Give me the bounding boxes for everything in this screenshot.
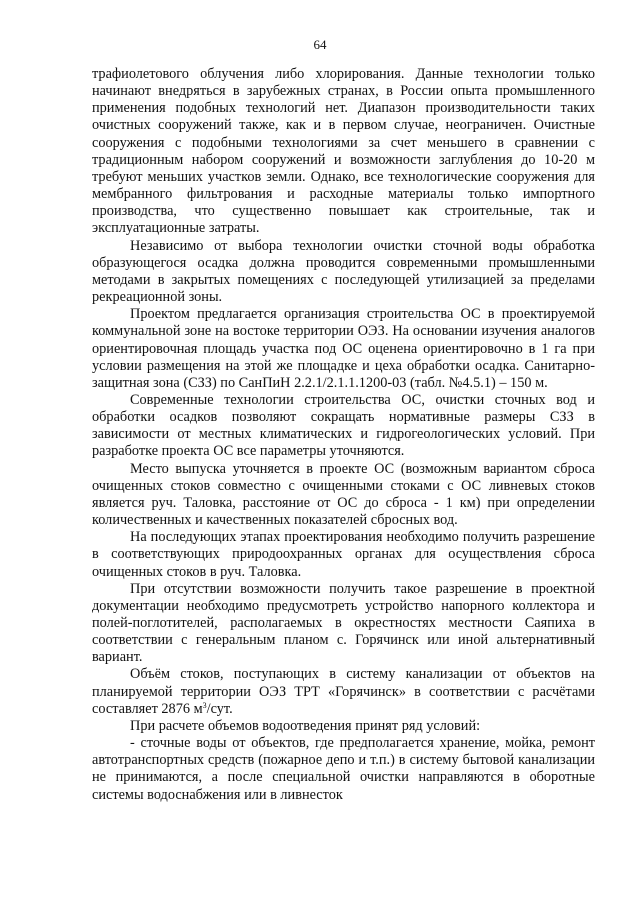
paragraph-membrane-technology: трафиолетового облучения либо хлорирования. Данные технологии только начинают внедряться в зарубежных странах, в России опыта промышленного применения подобных технологий нет. Диапазон производительности таких очистных сооружений также, как и в первом случае, неограничен. Очистные сооружения с подобными технологиями за счет меньшего в сравнении с традиционным набором сооружений и возможности заглубления до 10-20 м требуют меньших участков земли. Однако, все технологические сооружения для мембранного фильтрования и расходные материалы только импортного производства, что существенно повышает как строительные, так и эксплуатационные затраты. — [92, 66, 595, 237]
sewage-volume-text: Объём стоков, поступающих в систему канализации от объектов на планируемой территории ОЭЗ ТРТ «Горячинск» в соответствии с расчётами составляет 2876 м — [92, 666, 595, 717]
document-body — [92, 66, 595, 804]
paragraph-treatment-plant-location: Проектом предлагается организация строительства ОС в проектируемой коммунальной зоне на востоке территории ОЭЗ. На основании изучения аналогов ориентировочная площадь участка под ОС оценена ориентировочно в 1 га при условии размещения на этой же площадке и цеха обработки осадка. Санитарно-защитная зона (СЗЗ) по СанПиН 2.2.1/2.1.1.1200-03 (табл. №4.5.1) – 150 м. — [92, 306, 595, 391]
paragraph-condition-item: - сточные воды от объектов, где предполагается хранение, мойка, ремонт автотранспортных средств (пожарное депо и т.п.) в систему бытовой канализации не принимаются, а после специальной очистки направляются в оборотные системы водоснабжения или в ливнесток — [92, 735, 595, 803]
paragraph-sludge-treatment: Независимо от выбора технологии очистки сточной воды обработка образующегося осадка должна проводится современными промышленными методами в закрытых помещениях с последующей утилизацией за пределами рекреационной зоны. — [92, 237, 595, 306]
paragraph-discharge-point: Место выпуска уточняется в проекте ОС (возможным вариантом сброса очищенных стоков совместно с очищенными стоками с ОС ливневых стоков является руч. Таловка, расстояние от ОС до сброса - 1 км) при определении количественных и качественных показателей сбросных вод. — [92, 460, 595, 529]
sewage-volume-unit: /сут. — [206, 700, 233, 717]
paragraph-permit: На последующих этапах проектирования необходимо получить разрешение в соответствующих природоохранных органах для осуществления сброса очищенных стоков в руч. Таловка. — [92, 529, 595, 580]
paragraph-conditions-intro: При расчете объемов водоотведения принят ряд условий: — [130, 717, 481, 734]
paragraph-sewage-volume — [92, 666, 595, 717]
paragraph-sanitary-zone: Современные технологии строительства ОС, очистки сточных вод и обработки осадков позволяют сокращать нормативные размеры СЗЗ в зависимости от местных климатических и гидрогеологических условий. При разработке проекта ОС все параметры уточняются. — [92, 391, 595, 460]
page-number: 64 — [313, 37, 327, 52]
paragraph-alternative-collector: При отсутствии возможности получить такое разрешение в проектной документации необходимо предусмотреть устройство напорного коллектора и полей-поглотителей, располагаемых в окрестностях местности Саяпиха в соответствии с генеральным планом с. Горячинск или иной альтернативный вариант. — [92, 580, 595, 666]
cubic-superscript: 3 — [202, 700, 207, 710]
